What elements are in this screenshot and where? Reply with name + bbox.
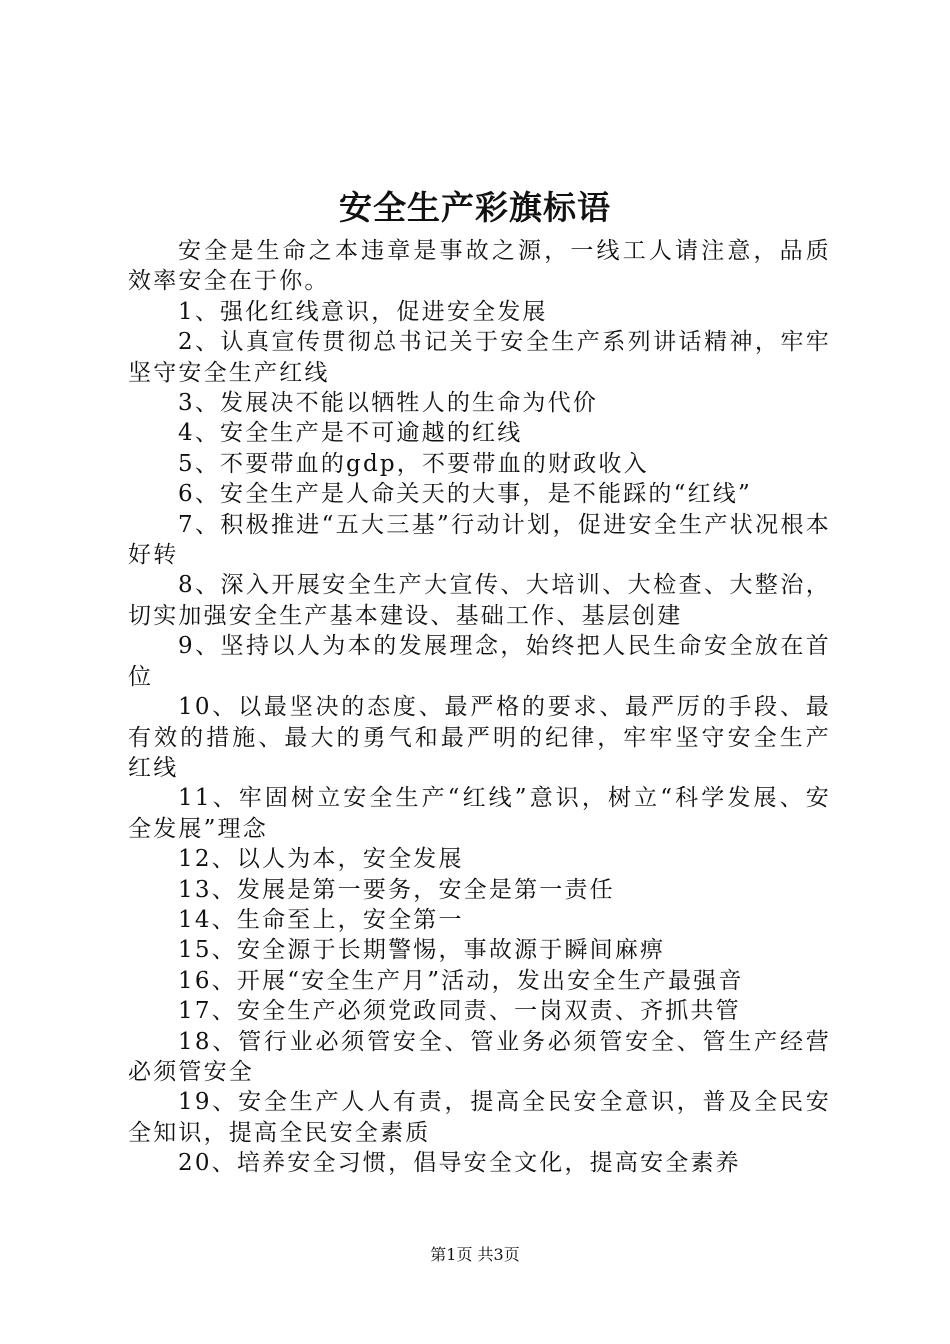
slogan-item: 2、认真宣传贯彻总书记关于安全生产系列讲话精神，牢牢坚守安全生产红线: [128, 329, 831, 386]
slogan-item: 18、管行业必须管安全、管业务必须管安全、管生产经营必须管安全: [128, 1028, 831, 1085]
slogan-item: 15、安全源于长期警惕，事故源于瞬间麻痹: [178, 937, 666, 964]
slogan-item: 17、安全生产必须党政同责、一岗双责、齐抓共管: [178, 998, 741, 1025]
slogan-item: 10、以最坚决的态度、最严格的要求、最严厉的手段、最有效的措施、最大的勇气和最严明的纪律，牢牢坚守安全生产红线: [128, 694, 831, 781]
slogan-item: 13、发展是第一要务，安全是第一责任: [178, 876, 615, 903]
slogan-item: 11、牢固树立安全生产“红线”意识，树立“科学发展、安全发展”理念: [128, 785, 831, 842]
slogan-item: 5、不要带血的gdp，不要带血的财政收入: [178, 450, 649, 477]
slogan-item: 16、开展“安全生产月”活动，发出安全生产最强音: [178, 967, 744, 994]
slogan-item: 12、以人为本，安全发展: [178, 846, 464, 873]
slogan-item: 7、积极推进“五大三基”行动计划，促进安全生产状况根本好转: [128, 511, 831, 569]
slogan-item: 1、强化红线意识，促进安全发展: [178, 298, 548, 325]
slogan-item: 20、培养安全习惯，倡导安全文化，提高安全素养: [178, 1150, 741, 1177]
slogan-item: 3、发展决不能以牺牲人的生命为代价: [178, 390, 599, 417]
slogan-item: 14、生命至上，安全第一: [178, 906, 464, 933]
document-title: 安全生产彩旗标语: [339, 188, 611, 227]
page-number-footer: 第1页 共3页: [430, 1245, 520, 1264]
slogan-item: 9、坚持以人为本的发展理念，始终把人民生命安全放在首位: [128, 633, 831, 690]
document-body: [128, 236, 831, 1179]
slogan-item: 19、安全生产人人有责，提高全民安全意识，普及全民安全知识，提高全民安全素质: [128, 1089, 831, 1146]
slogan-item: 4、安全生产是不可逾越的红线: [178, 420, 523, 447]
slogan-item: 6、安全生产是人命关天的大事，是不能踩的“红线”: [178, 481, 752, 508]
slogan-item: 8、深入开展安全生产大宣传、大培训、大检查、大整治，切实加强安全生产基本建设、基础工作、基层创建: [128, 572, 831, 629]
paragraph-intro: 安全是生命之本违章是事故之源，一线工人请注意，品质效率安全在于你。: [128, 238, 831, 295]
